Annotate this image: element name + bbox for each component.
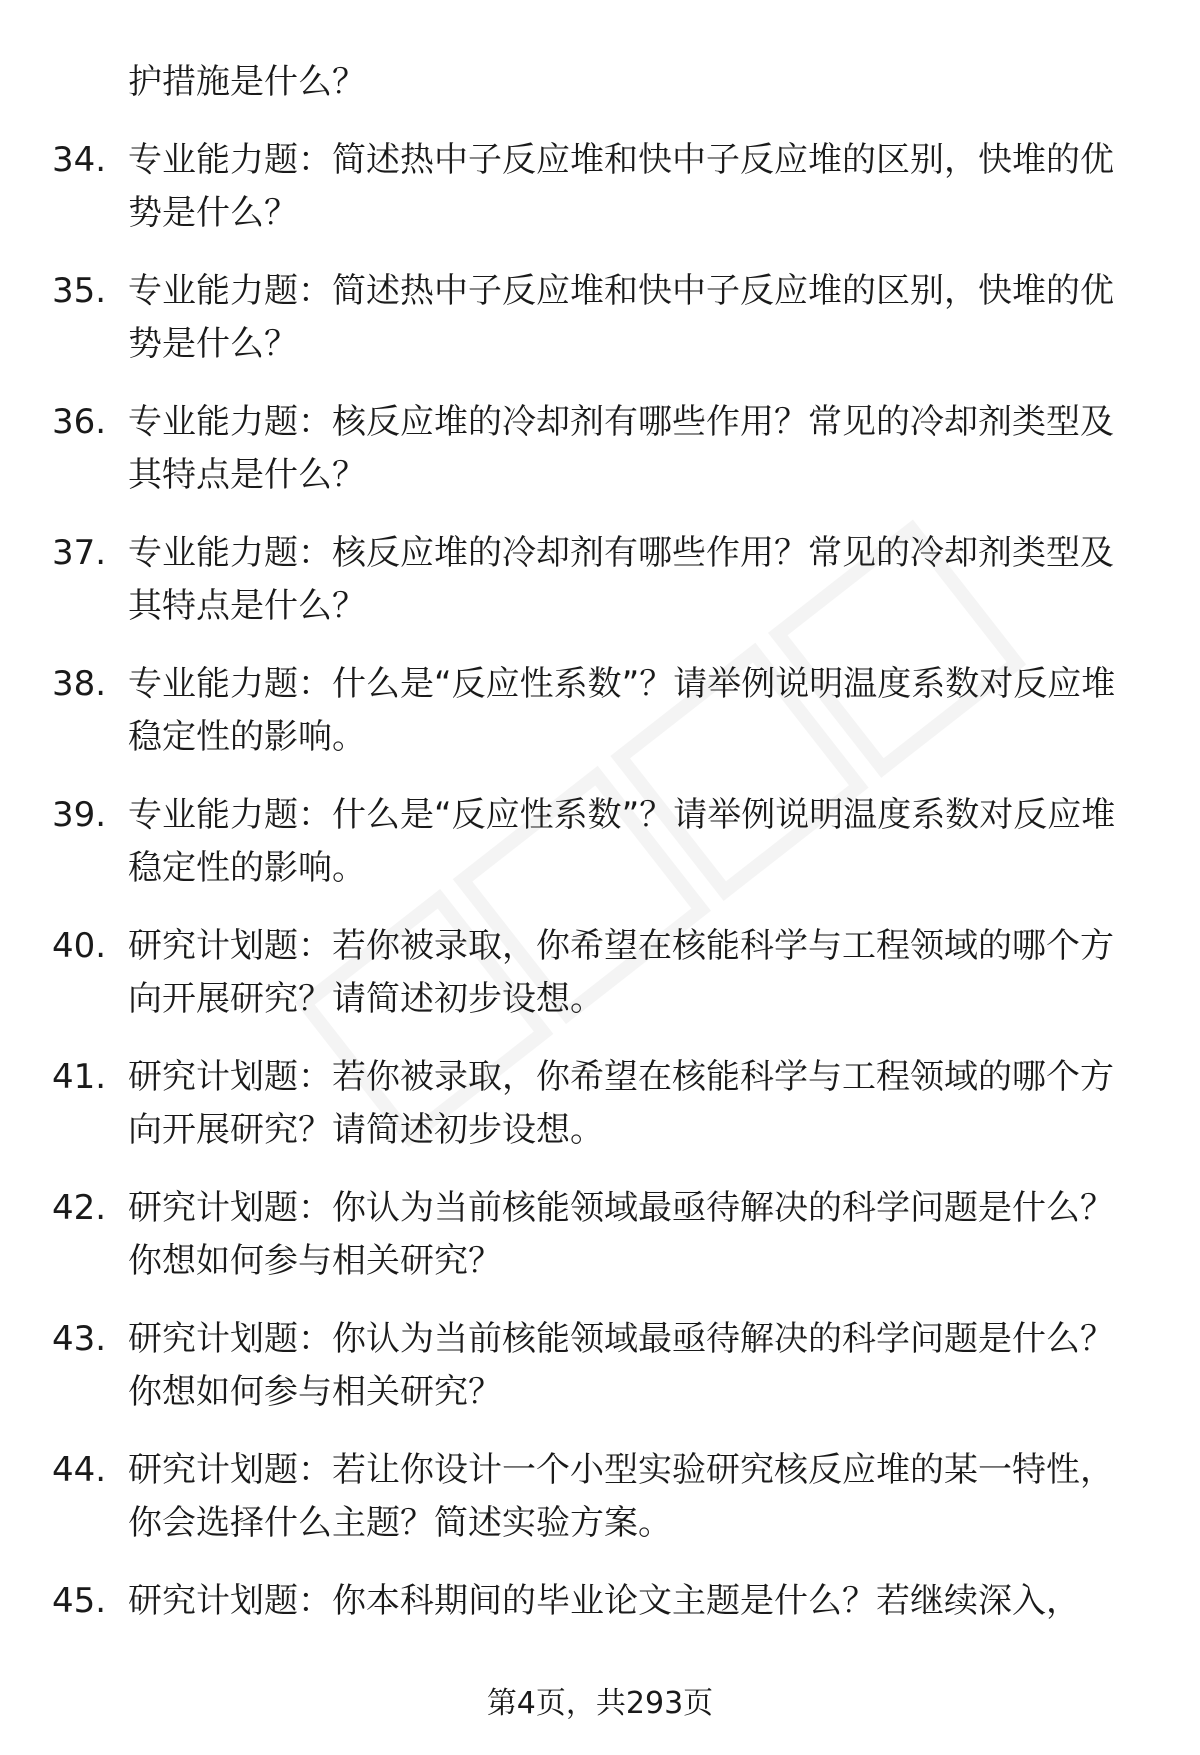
- item-number: 42.: [52, 1188, 107, 1228]
- item-text: 研究计划题：你本科期间的毕业论文主题是什么？若继续深入，: [128, 1581, 1080, 1621]
- item-text: 专业能力题：简述热中子反应堆和快中子反应堆的区别，快堆的优势是什么？: [128, 140, 1114, 233]
- item-text: 研究计划题：若让你设计一个小型实验研究核反应堆的某一特性，你会选择什么主题？简述实验方案。: [128, 1450, 1114, 1543]
- item-number: 35.: [52, 271, 107, 311]
- page-footer: 第4页，共293页: [486, 1686, 714, 1721]
- list-item: [52, 1313, 1152, 1419]
- list-item: [52, 265, 1152, 371]
- item-number: 41.: [52, 1057, 107, 1097]
- item-text: 专业能力题：什么是“反应性系数”？请举例说明温度系数对反应堆稳定性的影响。: [128, 795, 1116, 888]
- list-item: [52, 1051, 1152, 1157]
- item-text: 研究计划题：若你被录取，你希望在核能科学与工程领域的哪个方向开展研究？请简述初步设想。: [128, 1057, 1114, 1150]
- list-item: [52, 1182, 1152, 1288]
- item-number: 34.: [52, 140, 107, 180]
- item-number: 39.: [52, 795, 107, 835]
- continued-text: 护措施是什么？: [128, 62, 366, 102]
- item-text: 研究计划题：你认为当前核能领域最亟待解决的科学问题是什么？你想如何参与相关研究？: [128, 1319, 1114, 1412]
- list-item: [52, 1575, 1152, 1628]
- list-item: [52, 658, 1152, 764]
- item-number: 40.: [52, 926, 107, 966]
- list-item: [52, 789, 1152, 895]
- list-item: [52, 396, 1152, 502]
- item-number: 36.: [52, 402, 107, 442]
- question-list: [52, 56, 1152, 1653]
- item-text: 专业能力题：核反应堆的冷却剂有哪些作用？常见的冷却剂类型及其特点是什么？: [128, 533, 1114, 626]
- item-number: 38.: [52, 664, 107, 704]
- item-text: 专业能力题：核反应堆的冷却剂有哪些作用？常见的冷却剂类型及其特点是什么？: [128, 402, 1114, 495]
- item-text: 研究计划题：若你被录取，你希望在核能科学与工程领域的哪个方向开展研究？请简述初步设想。: [128, 926, 1114, 1019]
- item-number: 44.: [52, 1450, 107, 1490]
- list-item: [52, 134, 1152, 240]
- item-text: 专业能力题：什么是“反应性系数”？请举例说明温度系数对反应堆稳定性的影响。: [128, 664, 1116, 757]
- list-item: [52, 1444, 1152, 1550]
- list-item: [52, 527, 1152, 633]
- item-text: 研究计划题：你认为当前核能领域最亟待解决的科学问题是什么？你想如何参与相关研究？: [128, 1188, 1114, 1281]
- list-item: [52, 920, 1152, 1026]
- item-number: 45.: [52, 1581, 107, 1621]
- item-text: 专业能力题：简述热中子反应堆和快中子反应堆的区别，快堆的优势是什么？: [128, 271, 1114, 364]
- item-number: 43.: [52, 1319, 107, 1359]
- continued-item: [52, 56, 1152, 109]
- item-number: 37.: [52, 533, 107, 573]
